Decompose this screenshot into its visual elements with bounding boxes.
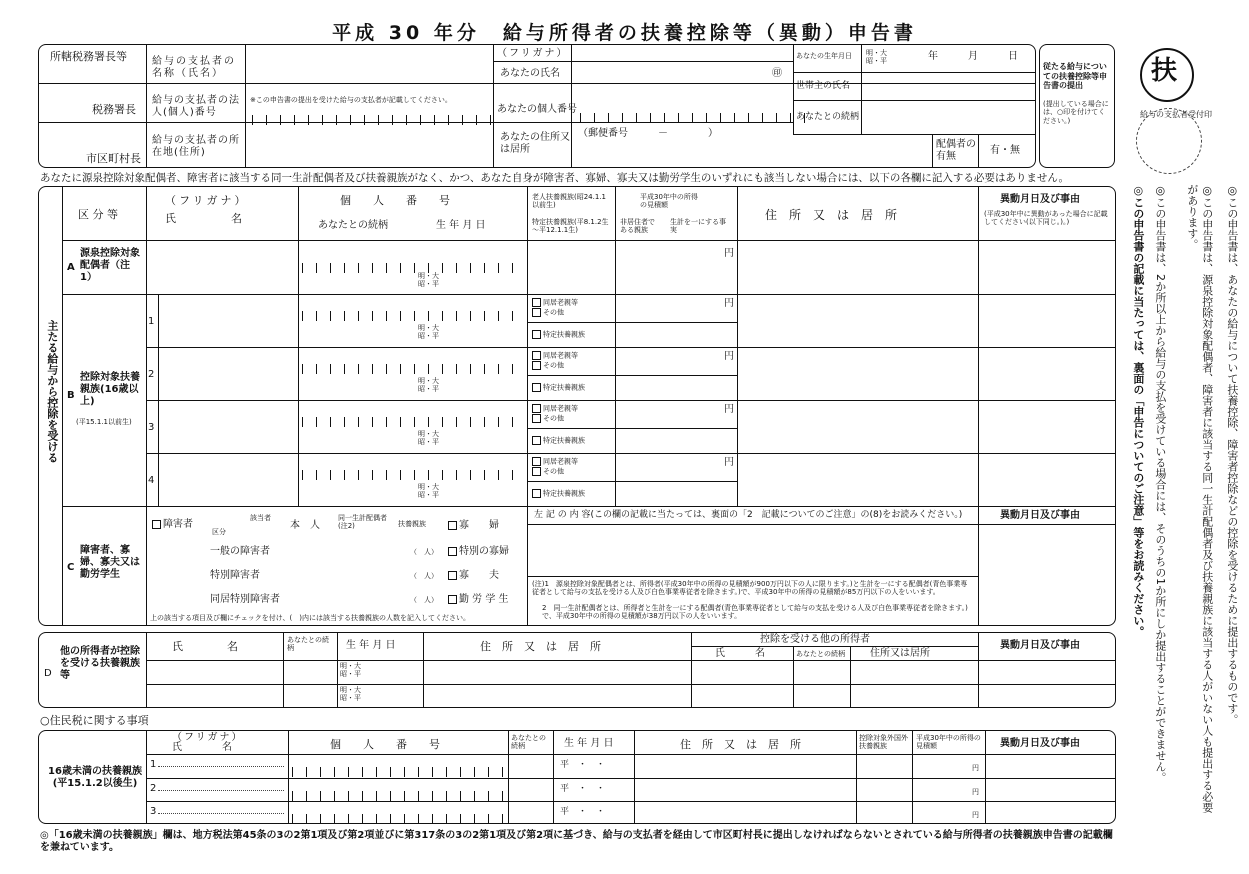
c-change: 異動月日及び事由	[1000, 510, 1080, 521]
b-row-number-boxes[interactable]	[302, 465, 526, 477]
b-row-special[interactable]: 特定扶養親族	[532, 330, 585, 339]
b-row-number-boxes[interactable]	[302, 412, 526, 424]
resident-number: 個 人 番 号	[330, 738, 440, 751]
r-row-number: 2	[150, 783, 157, 794]
c-row-special: 特別障害者	[210, 570, 260, 581]
b-row-cohab[interactable]: 同居老親等	[532, 457, 578, 466]
household-head-label: 世帯主の氏名	[796, 81, 851, 91]
payer-number-label: 給与の支払者の法人(個人)番号	[152, 95, 240, 118]
col-same: 生計を一にする事実	[670, 218, 726, 235]
d-other: 控除を受ける他の所得者	[760, 634, 870, 645]
c-col-person: 該当者	[250, 514, 271, 522]
resident-heading: ○住民税に関する事項	[40, 714, 149, 727]
b-row-cohab[interactable]: 同居老親等	[532, 298, 578, 307]
d-era-2: 明・大 昭・平	[340, 686, 361, 703]
resident-furigana: （フリガナ）	[172, 732, 244, 743]
row-b-letter: B	[67, 390, 75, 401]
resident-income: 平成30年中の所得の見積額	[916, 734, 981, 751]
relation-label: あなたとの続柄	[796, 112, 860, 122]
note-line: あなたに源泉控除対象配偶者、障害者に該当する同一生計配偶者及び扶養親族がなく、かつ、あなた自身が障害者、寡婦、寡夫又は勤労学生のいずれにも該当しない場合には、以下の各欄に記入する必要はありません。	[40, 172, 1069, 184]
col-elder: 老人扶養親族(昭24.1.1以前生)	[532, 193, 606, 210]
your-name-label: あなたの氏名	[500, 68, 560, 79]
b-row-number: 3	[148, 422, 155, 433]
row-a-label: 源泉控除対象配偶者（注1）	[80, 248, 140, 283]
disabled-check[interactable]: 障害者	[152, 519, 193, 531]
d-relation: あなたとの続柄	[287, 636, 329, 653]
r-row-yen: 円	[972, 811, 979, 819]
r-row-number-boxes[interactable]	[292, 786, 516, 798]
city-mayor: 市区町村長	[86, 152, 141, 165]
b-row-era: 明・大 昭・平	[418, 377, 439, 394]
col-name: 氏 名	[165, 212, 242, 225]
b-row-other[interactable]: その他	[532, 467, 564, 476]
note-1: (注)1 源泉控除対象配偶者とは、所得者(平成30年中の所得の見積額が900万円以下の人に限ります。)と生計を一にする配偶者(青色事業専従者として給与の支払を受ける人及び白色事業専従者を除きます。)で、平成30年中の所得の見積額が85万円以下の人をいいます。	[532, 580, 968, 597]
r-row-birth[interactable]: 平 ・ ・	[560, 784, 606, 794]
r-row-number-boxes[interactable]	[292, 809, 516, 821]
widow-check[interactable]: 寡 婦	[448, 520, 499, 532]
payer-address-label: 給与の支払者の所在地(住所)	[152, 135, 240, 158]
special-widow-check[interactable]: 特別の寡婦	[448, 546, 509, 558]
r-row-yen: 円	[972, 788, 979, 796]
resident-birth: 生 年 月 日	[564, 738, 614, 749]
c-col-same: 同一生計配偶者(注2)	[338, 514, 387, 531]
col-income: 平成30年中の所得の見積額	[640, 193, 698, 210]
resident-label: 16歳未満の扶養親族(平15.1.2以後生)	[48, 766, 142, 789]
resident-change: 異動月日及び事由	[1000, 738, 1080, 749]
col-birth: 生 年 月 日	[436, 220, 486, 231]
persons-3[interactable]: （ 人）	[410, 596, 438, 604]
student-check[interactable]: 勤 労 学 生	[448, 594, 509, 606]
resident-abroad: 控除対象外国外扶養親族	[859, 734, 908, 751]
r-row-yen: 円	[972, 764, 979, 772]
birth-label: あなたの生年月日	[796, 52, 852, 60]
note-2: 2 同一生計配偶者とは、所得者と生計を一にする配偶者(青色事業専従者として給与の支払を受ける人及び白色事業専従者を除きます。)で、平成30年中の所得の見積額が38万円以下の人をいいます。	[542, 604, 968, 621]
r-row-number-boxes[interactable]	[292, 762, 516, 774]
c-col-area: 区分	[212, 528, 226, 536]
tax-office-label: 所轄税務署長等	[50, 50, 127, 63]
col-nonres: 非居住者である親族	[620, 218, 655, 235]
payer-number-note: ※この申告書の提出を受けた給与の支払者が記載してください。	[250, 96, 452, 104]
d-other-rel: あなたとの続柄	[796, 650, 845, 658]
c-row-general: 一般の障害者	[210, 546, 270, 557]
col-number: 個 人 番 号	[340, 194, 450, 207]
col-category: 区 分 等	[78, 208, 118, 221]
row-a-letter: A	[67, 262, 75, 273]
row-a-number[interactable]	[302, 258, 526, 270]
postal-code[interactable]: （郵便番号 － ）	[578, 128, 718, 139]
persons-1[interactable]: （ 人）	[410, 548, 438, 556]
persons-2[interactable]: （ 人）	[410, 572, 438, 580]
b-row-era: 明・大 昭・平	[418, 483, 439, 500]
b-row-yen: 円	[724, 404, 734, 415]
col-furigana: （フリガナ）	[165, 194, 249, 207]
c-col-dep: 扶養親族	[398, 520, 426, 528]
b-row-special[interactable]: 特定扶養親族	[532, 489, 585, 498]
col-change-note: (平成30年中に異動があった場合に記載してください(以下同じ。)。)	[984, 210, 1108, 227]
c-col-self: 本 人	[290, 520, 320, 531]
b-row-other[interactable]: その他	[532, 308, 564, 317]
r-row-number: 3	[150, 806, 157, 817]
col-special: 特定扶養親族(平8.1.2生～平12.1.1生)	[532, 218, 609, 235]
b-row-cohab[interactable]: 同居老親等	[532, 404, 578, 413]
row-c-label: 障害者、寡婦、寡夫又は勤労学生	[80, 545, 140, 580]
b-row-special[interactable]: 特定扶養親族	[532, 383, 585, 392]
b-row-other[interactable]: その他	[532, 361, 564, 370]
side-note-3: ◎この申告書は、2か所以上から給与の支払を受けている場合には、そのうちの1か所にしか提出することができません。	[1153, 184, 1167, 783]
stamp-char: 扶	[1151, 56, 1178, 86]
d-change: 異動月日及び事由	[1000, 640, 1080, 651]
furigana-label: （フリガナ）	[497, 48, 569, 59]
d-label: 他の所得者が控除を受ける扶養親族等	[60, 646, 140, 681]
form-title: 平成 30 年分 給与所得者の扶養控除等（異動）申告書	[332, 22, 917, 44]
b-row-number: 1	[148, 316, 155, 327]
d-other-addr: 住所又は居所	[870, 648, 930, 659]
col-relation: あなたとの続柄	[318, 220, 388, 231]
b-row-era: 明・大 昭・平	[418, 430, 439, 447]
side-note-1: ◎この申告書は、あなたの給与について扶養控除、障害者控除などの控除を受けるために提出するものです。	[1225, 184, 1239, 725]
row-b-note: (平15.1.1以前生)	[76, 418, 132, 426]
b-row-yen: 円	[724, 457, 734, 468]
b-row-number: 2	[148, 369, 155, 380]
d-era-1: 明・大 昭・平	[340, 662, 361, 679]
b-row-cohab[interactable]: 同居老親等	[532, 351, 578, 360]
birth-date[interactable]: 年 月 日	[928, 51, 1018, 62]
side-label: 主たる給与から控除を受ける	[45, 320, 59, 463]
main-payer-label: 従たる給与についての扶養控除等申告書の提出	[1043, 62, 1107, 91]
your-number-label: あなたの個人番号	[497, 104, 577, 115]
check-note: 上の該当する項目及び欄にチェックを付け、( )内には該当する扶養親族の人数を記入してください。	[150, 614, 470, 622]
resident-name: 氏 名	[172, 742, 232, 753]
footer-note: ◎「16歳未満の扶養親族」欄は、地方税法第45条の3の2第1項及び第2項並びに第317条の3の2第1項及び第2項に基づき、給与の支払者を経由して市区町村長に提出しなければならないとされている給与所得者の扶養親族申告書の記載欄を兼ねています。	[40, 830, 1113, 853]
main-payer-note: (提出している場合には、○印を付けてください。)	[1043, 100, 1109, 125]
your-address-label: あなたの住所又は居所	[500, 132, 570, 155]
left-content: 左 記 の 内 容(この欄の記載に当たっては、裏面の「2 記載についてのご注意」の(8)をお読みください。)	[534, 510, 963, 520]
d-birth: 生 年 月 日	[346, 640, 396, 651]
b-row-special[interactable]: 特定扶養親族	[532, 436, 585, 445]
b-row-other[interactable]: その他	[532, 414, 564, 423]
row-a-era: 明・大 昭・平	[418, 272, 439, 289]
side-note-2: ◎この申告書は、源泉控除対象配偶者、障害者に該当する同一生計配偶者及び扶養親族に該当する人がいない人も提出する必要があります。	[1185, 184, 1214, 813]
receipt-arc: 給与の支払者受付印	[1140, 110, 1212, 119]
resident-address: 住 所 又 は 居 所	[680, 738, 801, 751]
col-change: 異動月日及び事由	[1000, 194, 1080, 205]
tax-office-chief: 税務署長	[92, 103, 136, 116]
r-row-birth[interactable]: 平 ・ ・	[560, 807, 606, 817]
side-note-4: ◎この申告書の記載に当たっては、裏面の「申告についてのご注意」等をお読みください。	[1131, 184, 1145, 637]
b-row-era: 明・大 昭・平	[418, 324, 439, 341]
spouse-label: 配偶者の有無	[936, 139, 976, 162]
r-row-birth[interactable]: 平 ・ ・	[560, 760, 606, 770]
widower-check[interactable]: 寡 夫	[448, 570, 499, 582]
your-number-boxes[interactable]	[580, 108, 818, 120]
d-address: 住 所 又 は 居 所	[480, 640, 601, 653]
row-a-yen: 円	[724, 248, 734, 259]
r-row-number: 1	[150, 759, 157, 770]
payer-number-boxes[interactable]	[252, 110, 504, 122]
row-b-label: 控除対象扶養親族(16歳以上)	[80, 372, 140, 407]
d-letter: D	[44, 668, 52, 679]
d-other-name: 氏 名	[715, 648, 765, 659]
b-row-number-boxes[interactable]	[302, 359, 526, 371]
resident-relation: あなたとの続柄	[511, 734, 546, 751]
c-row-cohab: 同居特別障害者	[210, 594, 280, 605]
b-row-number: 4	[148, 475, 155, 486]
seal-mark: ㊞	[772, 68, 782, 79]
d-name: 氏 名	[172, 640, 238, 653]
b-row-yen: 円	[724, 351, 734, 362]
birth-era: 明・大 昭・平	[866, 49, 887, 66]
b-row-number-boxes[interactable]	[302, 306, 526, 318]
col-address: 住 所 又 は 居 所	[765, 208, 898, 222]
row-c-letter: C	[67, 562, 75, 573]
b-row-yen: 円	[724, 298, 734, 309]
payer-name-label: 給与の支払者の名称（氏名）	[152, 56, 236, 79]
spouse-value[interactable]: 有・無	[990, 145, 1020, 156]
